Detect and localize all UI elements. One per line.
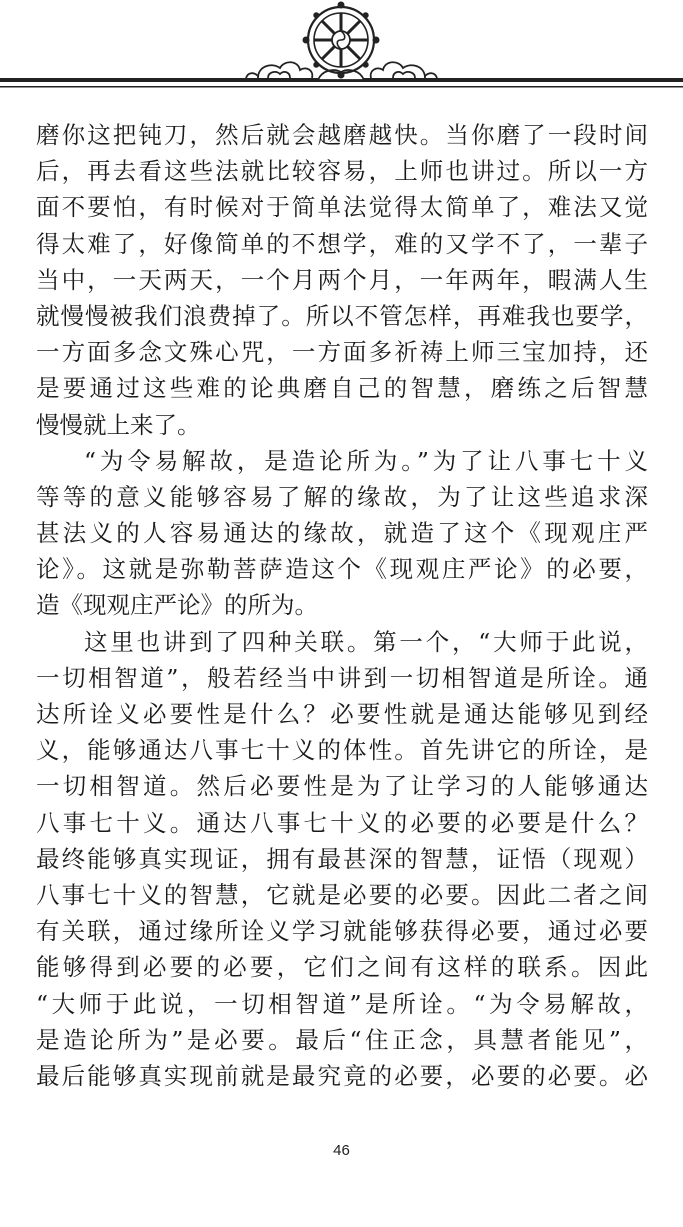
text-line: 是要通过这些难的论典磨自己的智慧，磨练之后智慧 [36, 374, 648, 403]
text-line: 磨你这把钝刀，然后就会越磨越快。当你磨了一段时间 [36, 121, 648, 149]
header-ornament [0, 0, 683, 100]
text-line: 八事七十义的智慧，它就是必要的必要。因此二者之间 [36, 880, 648, 909]
text-line: 论》。这就是弥勒菩萨造这个《现观庄严论》的必要， [36, 555, 648, 584]
page-number: 46 [333, 1142, 350, 1159]
text-line: 义，能够通达八事七十义的体性。首先讲它的所诠，是 [36, 736, 648, 765]
text-line: 最终能够真实现证，拥有最甚深的智慧，证悟（现观） [36, 844, 648, 873]
text-line: 一切相智道”，般若经当中讲到一切相智道是所诠。通 [36, 663, 648, 692]
text-line: 最后能够真实现前就是最究竟的必要，必要的必要。必 [36, 1061, 648, 1090]
text-line: “为令易解故，是造论所为。”为了让八事七十义 [84, 446, 648, 475]
body-text [36, 117, 648, 1094]
text-line: 造《现观庄严论》的所为。 [36, 591, 318, 620]
text-line: 得太难了，好像简单的不想学，难的又学不了，一辈子 [36, 229, 648, 258]
text-line: 有关联，通过缘所诠义学习就能够获得必要，通过必要 [36, 917, 648, 946]
dharma-wheel-ornament [0, 0, 683, 100]
text-line: 后，再去看这些法就比较容易，上师也讲过。所以一方 [36, 157, 648, 186]
text-line: 一方面多念文殊心咒，一方面多祈祷上师三宝加持，还 [36, 338, 648, 367]
text-line: 当中，一天两天，一个月两个月，一年两年，暇满人生 [36, 265, 648, 294]
text-line: 面不要怕，有时候对于简单法觉得太简单了，难法又觉 [36, 193, 648, 222]
text-line: “大师于此说，一切相智道”是所诠。“为令易解故， [36, 989, 648, 1018]
text-line: 等等的意义能够容易了解的缘故，为了让这些追求深 [36, 482, 648, 511]
text-line: 就慢慢被我们浪费掉了。所以不管怎样，再难我也要学， [36, 301, 648, 330]
text-line: 八事七十义。通达八事七十义的必要的必要是什么？ [36, 808, 648, 837]
text-line: 达所诠义必要性是什么？必要性就是通达能够见到经 [36, 700, 648, 728]
text-line: 这里也讲到了四种关联。第一个，“大师于此说， [84, 627, 648, 656]
text-line: 慢慢就上来了。 [36, 410, 201, 439]
text-line: 是造论所为”是必要。最后“住正念，具慧者能见”， [36, 1025, 648, 1054]
text-line: 一切相智道。然后必要性是为了让学习的人能够通达 [36, 772, 648, 801]
text-line: 甚法义的人容易通达的缘故，就造了这个《现观庄严 [36, 519, 648, 548]
text-line: 能够得到必要的必要，它们之间有这样的联系。因此 [36, 953, 648, 982]
